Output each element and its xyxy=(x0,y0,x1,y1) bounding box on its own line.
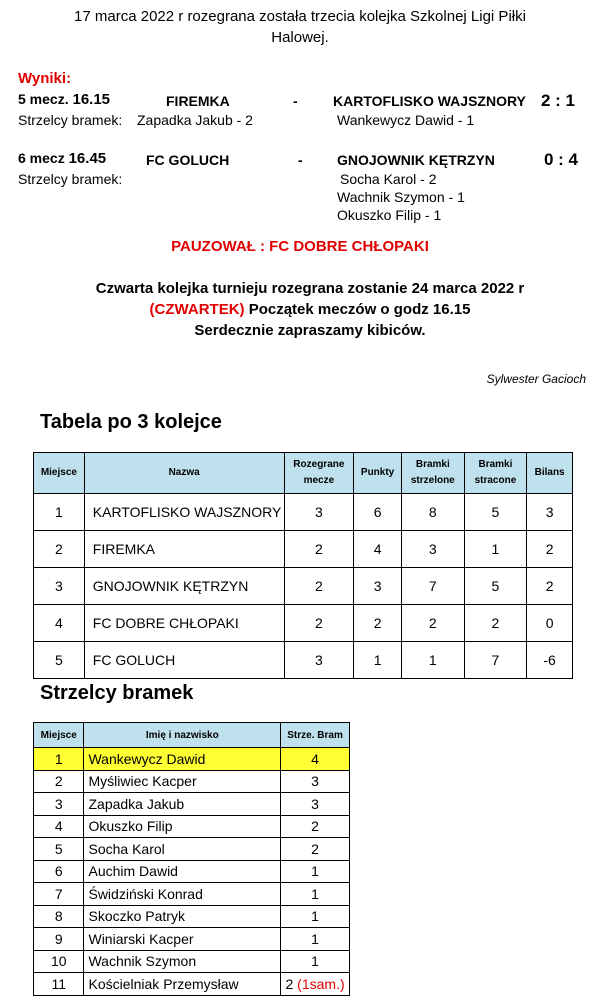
goals-value: 1 xyxy=(311,930,319,947)
cell-player: Myśliwiec Kacper xyxy=(84,770,281,793)
cell-played: 3 xyxy=(284,642,354,679)
cell-place: 2 xyxy=(34,770,84,793)
cell-balance: 2 xyxy=(527,568,573,605)
cell-goals-against: 5 xyxy=(464,568,527,605)
table-row xyxy=(34,883,350,906)
match-2-away-scorer-3: Okuszko Filip - 1 xyxy=(337,207,442,223)
col-header: Bramki stracone xyxy=(464,453,527,494)
cell-goals-against: 7 xyxy=(464,642,527,679)
table-row xyxy=(34,748,350,771)
goals-value: 1 xyxy=(311,908,319,925)
col-header: Bramki strzelone xyxy=(401,453,464,494)
cell-goals xyxy=(281,860,350,883)
table-row xyxy=(34,950,350,973)
table-row xyxy=(34,770,350,793)
cell-goals xyxy=(281,793,350,816)
scorers-table-heading: Strzelcy bramek xyxy=(40,682,194,704)
intro-line-2: Halowej. xyxy=(271,29,329,46)
cell-place: 7 xyxy=(34,883,84,906)
league-table-heading: Tabela po 3 kolejce xyxy=(40,411,222,433)
match-1-score: 2 : 1 xyxy=(541,91,576,110)
match-1-separator: - xyxy=(293,93,298,109)
own-goal-note: (1sam.) xyxy=(293,975,345,992)
goals-value: 2 xyxy=(311,840,319,857)
announcement-time: Początek meczów o godz 16.15 xyxy=(244,301,471,318)
cell-points: 6 xyxy=(354,494,402,531)
cell-place: 6 xyxy=(34,860,84,883)
announcement-line-1: Czwarta kolejka turnieju rozegrana zostanie 24 marca 2022 r xyxy=(95,280,525,297)
match-2-scorers-label: Strzelcy bramek: xyxy=(18,171,123,187)
match-1-home-scorer: Zapadka Jakub - 2 xyxy=(137,112,253,128)
announcement-day: (CZWARTEK) xyxy=(149,301,245,318)
table-row xyxy=(34,905,350,928)
match-2-away-scorer-2: Wachnik Szymon - 1 xyxy=(337,189,465,205)
goals-value: 1 xyxy=(311,885,319,902)
cell-goals xyxy=(281,928,350,951)
cell-balance: 0 xyxy=(527,605,573,642)
cell-points: 1 xyxy=(354,642,402,679)
table-row xyxy=(34,793,350,816)
cell-played: 2 xyxy=(284,605,354,642)
cell-goals xyxy=(281,748,350,771)
match-1-home: FIREMKA xyxy=(166,93,230,109)
cell-player: Skoczko Patryk xyxy=(84,905,281,928)
cell-played: 2 xyxy=(284,531,354,568)
cell-place: 5 xyxy=(34,838,84,861)
scorers-header-row xyxy=(34,723,350,748)
goals-value: 2 xyxy=(285,975,294,992)
goals-value: 4 xyxy=(311,750,319,767)
cell-place: 5 xyxy=(34,642,85,679)
col-header: Punkty xyxy=(354,453,402,494)
goals-value: 3 xyxy=(311,773,319,790)
goals-value: 1 xyxy=(311,863,319,880)
cell-goals xyxy=(281,973,350,996)
cell-balance: 3 xyxy=(527,494,573,531)
announcement-line-2 xyxy=(20,299,600,320)
col-header: Miejsce xyxy=(34,723,84,748)
cell-goals xyxy=(281,950,350,973)
cell-goals-for: 1 xyxy=(401,642,464,679)
cell-goals-for: 8 xyxy=(401,494,464,531)
col-header: Nazwa xyxy=(84,453,284,494)
match-1-scorers-label: Strzelcy bramek: xyxy=(18,112,123,128)
cell-team: KARTOFLISKO WAJSZNORY xyxy=(84,494,284,531)
cell-place: 4 xyxy=(34,815,84,838)
cell-player: Wachnik Szymon xyxy=(84,950,281,973)
league-table xyxy=(33,452,573,679)
table-row xyxy=(34,531,573,568)
results-label: Wyniki: xyxy=(18,70,72,87)
signature: Sylwester Gacioch xyxy=(486,372,586,386)
cell-goals xyxy=(281,815,350,838)
match-number: 5 mecz. xyxy=(18,91,69,107)
cell-played: 3 xyxy=(284,494,354,531)
cell-player: Zapadka Jakub xyxy=(84,793,281,816)
table-row xyxy=(34,494,573,531)
cell-points: 4 xyxy=(354,531,402,568)
table-row xyxy=(34,642,573,679)
match-2-home: FC GOLUCH xyxy=(146,152,230,168)
announcement-line-3: Serdecznie zapraszamy kibiców. xyxy=(194,322,426,339)
cell-team: FIREMKA xyxy=(84,531,284,568)
cell-goals xyxy=(281,838,350,861)
table-row xyxy=(34,928,350,951)
col-header: Rozegrane mecze xyxy=(284,453,354,494)
league-table-header-row xyxy=(34,453,573,494)
cell-player: Auchim Dawid xyxy=(84,860,281,883)
cell-player: Wankewycz Dawid xyxy=(84,748,281,771)
table-row xyxy=(34,838,350,861)
cell-player: Kościelniak Przemysław xyxy=(84,973,281,996)
cell-goals-against: 1 xyxy=(464,531,527,568)
cell-place: 2 xyxy=(34,531,85,568)
cell-place: 1 xyxy=(34,494,85,531)
col-header: Imię i nazwisko xyxy=(84,723,281,748)
cell-balance: 2 xyxy=(527,531,573,568)
match-2-away: GNOJOWNIK KĘTRZYN xyxy=(337,152,495,168)
cell-goals-for: 2 xyxy=(401,605,464,642)
match-2-score: 0 : 4 xyxy=(544,150,579,169)
table-row xyxy=(34,605,573,642)
cell-player: Okuszko Filip xyxy=(84,815,281,838)
goals-value: 1 xyxy=(311,953,319,970)
cell-goals xyxy=(281,905,350,928)
table-row xyxy=(34,973,350,996)
cell-points: 3 xyxy=(354,568,402,605)
match-2-number xyxy=(18,150,106,167)
pause-notice: PAUZOWAŁ : FC DOBRE CHŁOPAKI xyxy=(171,238,429,255)
match-time: 16.15 xyxy=(72,91,111,108)
col-header: Strze. Bram xyxy=(281,723,350,748)
cell-place: 10 xyxy=(34,950,84,973)
match-1-number xyxy=(18,91,110,108)
cell-player: Socha Karol xyxy=(84,838,281,861)
cell-team: FC GOLUCH xyxy=(84,642,284,679)
match-2-away-scorer-1: Socha Karol - 2 xyxy=(340,171,437,187)
cell-place: 8 xyxy=(34,905,84,928)
cell-goals-against: 2 xyxy=(464,605,527,642)
cell-goals-against: 5 xyxy=(464,494,527,531)
intro-line-1: 17 marca 2022 r rozegrana została trzecia kolejka Szkolnej Ligi Piłki xyxy=(74,8,526,25)
cell-goals xyxy=(281,770,350,793)
cell-place: 11 xyxy=(34,973,84,996)
col-header: Miejsce xyxy=(34,453,85,494)
match-1-away-scorer: Wankewycz Dawid - 1 xyxy=(337,112,475,128)
cell-team: GNOJOWNIK KĘTRZYN xyxy=(84,568,284,605)
cell-points: 2 xyxy=(354,605,402,642)
match-number: 6 mecz xyxy=(18,150,65,166)
cell-goals xyxy=(281,883,350,906)
table-row xyxy=(34,815,350,838)
goals-value: 2 xyxy=(311,818,319,835)
cell-goals-for: 7 xyxy=(401,568,464,605)
announcement xyxy=(20,278,600,341)
cell-place: 3 xyxy=(34,793,84,816)
cell-player: Świdziński Konrad xyxy=(84,883,281,906)
cell-place: 4 xyxy=(34,605,85,642)
cell-place: 9 xyxy=(34,928,84,951)
cell-player: Winiarski Kacper xyxy=(84,928,281,951)
intro-text xyxy=(10,6,590,48)
table-row xyxy=(34,568,573,605)
cell-goals-for: 3 xyxy=(401,531,464,568)
goals-value: 3 xyxy=(311,795,319,812)
table-row xyxy=(34,860,350,883)
cell-team: FC DOBRE CHŁOPAKI xyxy=(84,605,284,642)
match-1-away: KARTOFLISKO WAJSZNORY xyxy=(333,93,526,109)
cell-place: 1 xyxy=(34,748,84,771)
match-time: 16.45 xyxy=(68,150,107,167)
col-header: Bilans xyxy=(527,453,573,494)
scorers-table xyxy=(33,722,350,996)
cell-balance: -6 xyxy=(527,642,573,679)
cell-played: 2 xyxy=(284,568,354,605)
match-2-separator: - xyxy=(298,152,303,168)
cell-place: 3 xyxy=(34,568,85,605)
